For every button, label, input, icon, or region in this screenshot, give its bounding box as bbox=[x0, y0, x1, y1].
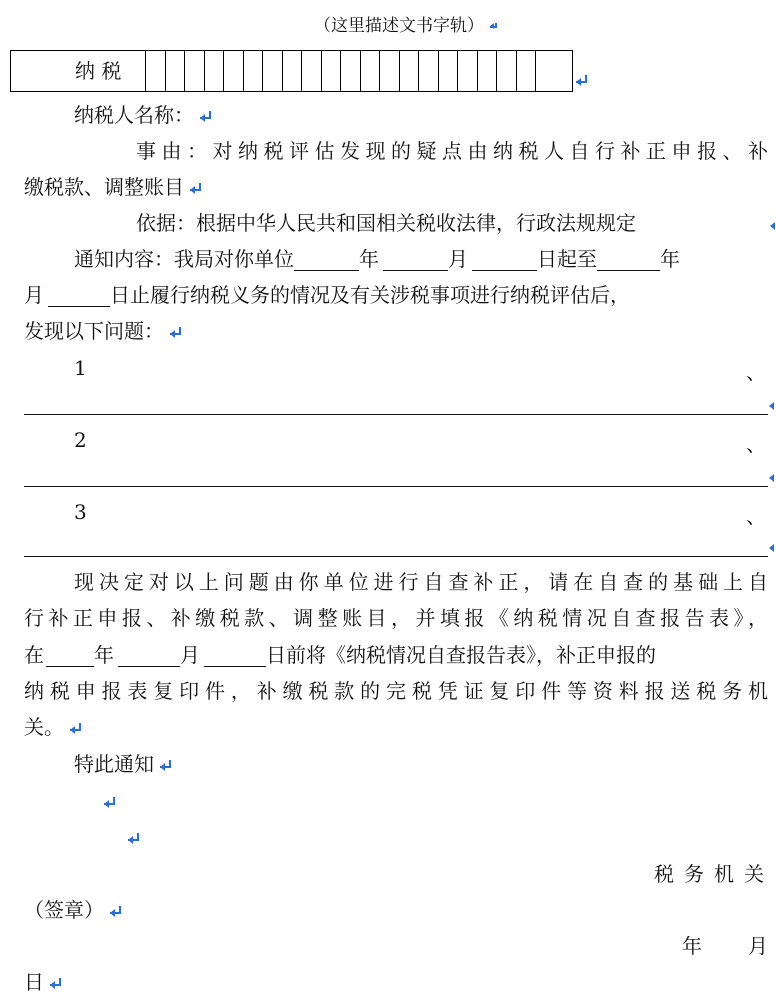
issue-fill-line[interactable] bbox=[24, 556, 768, 557]
taxpayer-id-digit-cell[interactable] bbox=[478, 51, 498, 91]
paragraph-mark-icon bbox=[170, 326, 183, 339]
issue-fill-line[interactable] bbox=[24, 414, 768, 415]
issue-number: 1 bbox=[74, 356, 87, 380]
paragraph-mark-icon bbox=[200, 110, 213, 123]
blank-start-month[interactable] bbox=[383, 250, 448, 271]
taxpayer-id-digit-cell[interactable] bbox=[497, 51, 517, 91]
decision-line-1: 现决定对以上问题由你单位进行自查补正，请在自查的基础上自 bbox=[74, 570, 768, 594]
reason-line-2: 缴税款、调整账目 bbox=[24, 175, 203, 199]
paragraph-mark-icon bbox=[190, 182, 203, 195]
blank-deadline-year[interactable] bbox=[46, 646, 94, 667]
seal-line: （签章） bbox=[24, 898, 123, 922]
blank-deadline-day[interactable] bbox=[204, 646, 266, 667]
paragraph-mark-icon bbox=[50, 977, 63, 990]
issue-number: 2 bbox=[74, 428, 87, 452]
taxpayer-id-digit-cell[interactable] bbox=[419, 51, 439, 91]
paragraph-mark-icon bbox=[576, 74, 589, 87]
paragraph-mark-icon bbox=[110, 905, 123, 918]
taxpayer-id-digit-cell[interactable] bbox=[341, 51, 361, 91]
issue-fill-line[interactable] bbox=[24, 486, 768, 487]
taxpayer-id-digit-cell[interactable] bbox=[283, 51, 303, 91]
paragraph-mark-icon bbox=[160, 759, 173, 772]
taxpayer-id-table bbox=[10, 50, 573, 92]
paragraph-mark-icon bbox=[128, 832, 141, 845]
paragraph-mark-icon bbox=[490, 22, 499, 31]
taxpayer-id-label-cell: 纳 税 bbox=[75, 59, 122, 83]
paragraph-mark-icon bbox=[104, 796, 117, 809]
taxpayer-id-digit-cell[interactable] bbox=[146, 51, 166, 91]
taxpayer-name-line: 纳税人名称： bbox=[74, 103, 213, 127]
taxpayer-id-digit-cell[interactable] bbox=[263, 51, 283, 91]
paragraph-mark-icon bbox=[70, 722, 83, 735]
decision-line-2: 行补正申报、补缴税款、调整账目，并填报《纳税情况自查报告表》， bbox=[24, 606, 768, 630]
taxpayer-id-digit-cell[interactable] bbox=[244, 51, 264, 91]
taxpayer-id-digit-cell[interactable] bbox=[185, 51, 205, 91]
taxpayer-id-digit-cell[interactable] bbox=[517, 51, 537, 91]
continuation-mark-icon bbox=[769, 402, 774, 410]
decision-line-4: 纳税申报表复印件，补缴税款的完税凭证复印件等资料报送税务机 bbox=[24, 679, 768, 703]
issue-mark: 、 bbox=[746, 504, 766, 528]
taxpayer-id-digit-cell[interactable] bbox=[302, 51, 322, 91]
document-code-note: （这里描述文书字轨） bbox=[314, 16, 499, 36]
blank-deadline-month[interactable] bbox=[118, 646, 180, 667]
taxpayer-id-digit-cell[interactable] bbox=[322, 51, 342, 91]
taxpayer-id-digit-cell[interactable] bbox=[439, 51, 459, 91]
issue-mark: 、 bbox=[746, 432, 766, 456]
basis-line: 依据：根据中华人民共和国相关税收法律，行政法规规定 bbox=[136, 211, 636, 235]
continuation-mark-icon bbox=[769, 474, 774, 482]
blank-end-year[interactable] bbox=[597, 250, 660, 271]
taxpayer-id-digit-cell[interactable] bbox=[166, 51, 186, 91]
date-day-line: 日 bbox=[24, 970, 63, 994]
notice-line-3: 发现以下问题： bbox=[24, 319, 183, 343]
continuation-mark-icon bbox=[770, 222, 775, 230]
blank-start-year[interactable] bbox=[294, 250, 359, 271]
decision-line-5: 关。 bbox=[24, 715, 83, 739]
continuation-mark-icon bbox=[769, 544, 774, 552]
taxpayer-id-digit-cell[interactable] bbox=[361, 51, 381, 91]
issue-number: 3 bbox=[74, 500, 87, 524]
tax-authority-label: 税务机关 bbox=[654, 862, 774, 886]
taxpayer-id-digit-cell[interactable] bbox=[458, 51, 478, 91]
blank-end-month[interactable] bbox=[48, 286, 110, 307]
notice-line-2: 月 日止履行纳税义务的情况及有关涉税事项进行纳税评估后， bbox=[24, 283, 630, 307]
taxpayer-id-digit-cell[interactable] bbox=[205, 51, 225, 91]
decision-line-3: 在 年 月 日前将《纳税情况自查报告表》，补正申报的 bbox=[24, 643, 656, 667]
closing-line: 特此通知 bbox=[74, 752, 173, 776]
reason-line-1: 事由：对纳税评估发现的疑点由纳税人自行补正申报、补 bbox=[136, 139, 768, 163]
taxpayer-id-digit-cell[interactable] bbox=[380, 51, 400, 91]
taxpayer-id-digit-cell[interactable] bbox=[224, 51, 244, 91]
taxpayer-id-cells bbox=[145, 51, 536, 91]
date-month-label: 月 bbox=[748, 934, 768, 958]
issue-mark: 、 bbox=[746, 360, 766, 384]
date-year-label: 年 bbox=[682, 934, 702, 958]
blank-start-day[interactable] bbox=[472, 250, 537, 271]
taxpayer-id-digit-cell[interactable] bbox=[400, 51, 420, 91]
notice-line-1: 通知内容：我局对你单位 年 月 日起至 年 bbox=[74, 247, 680, 271]
